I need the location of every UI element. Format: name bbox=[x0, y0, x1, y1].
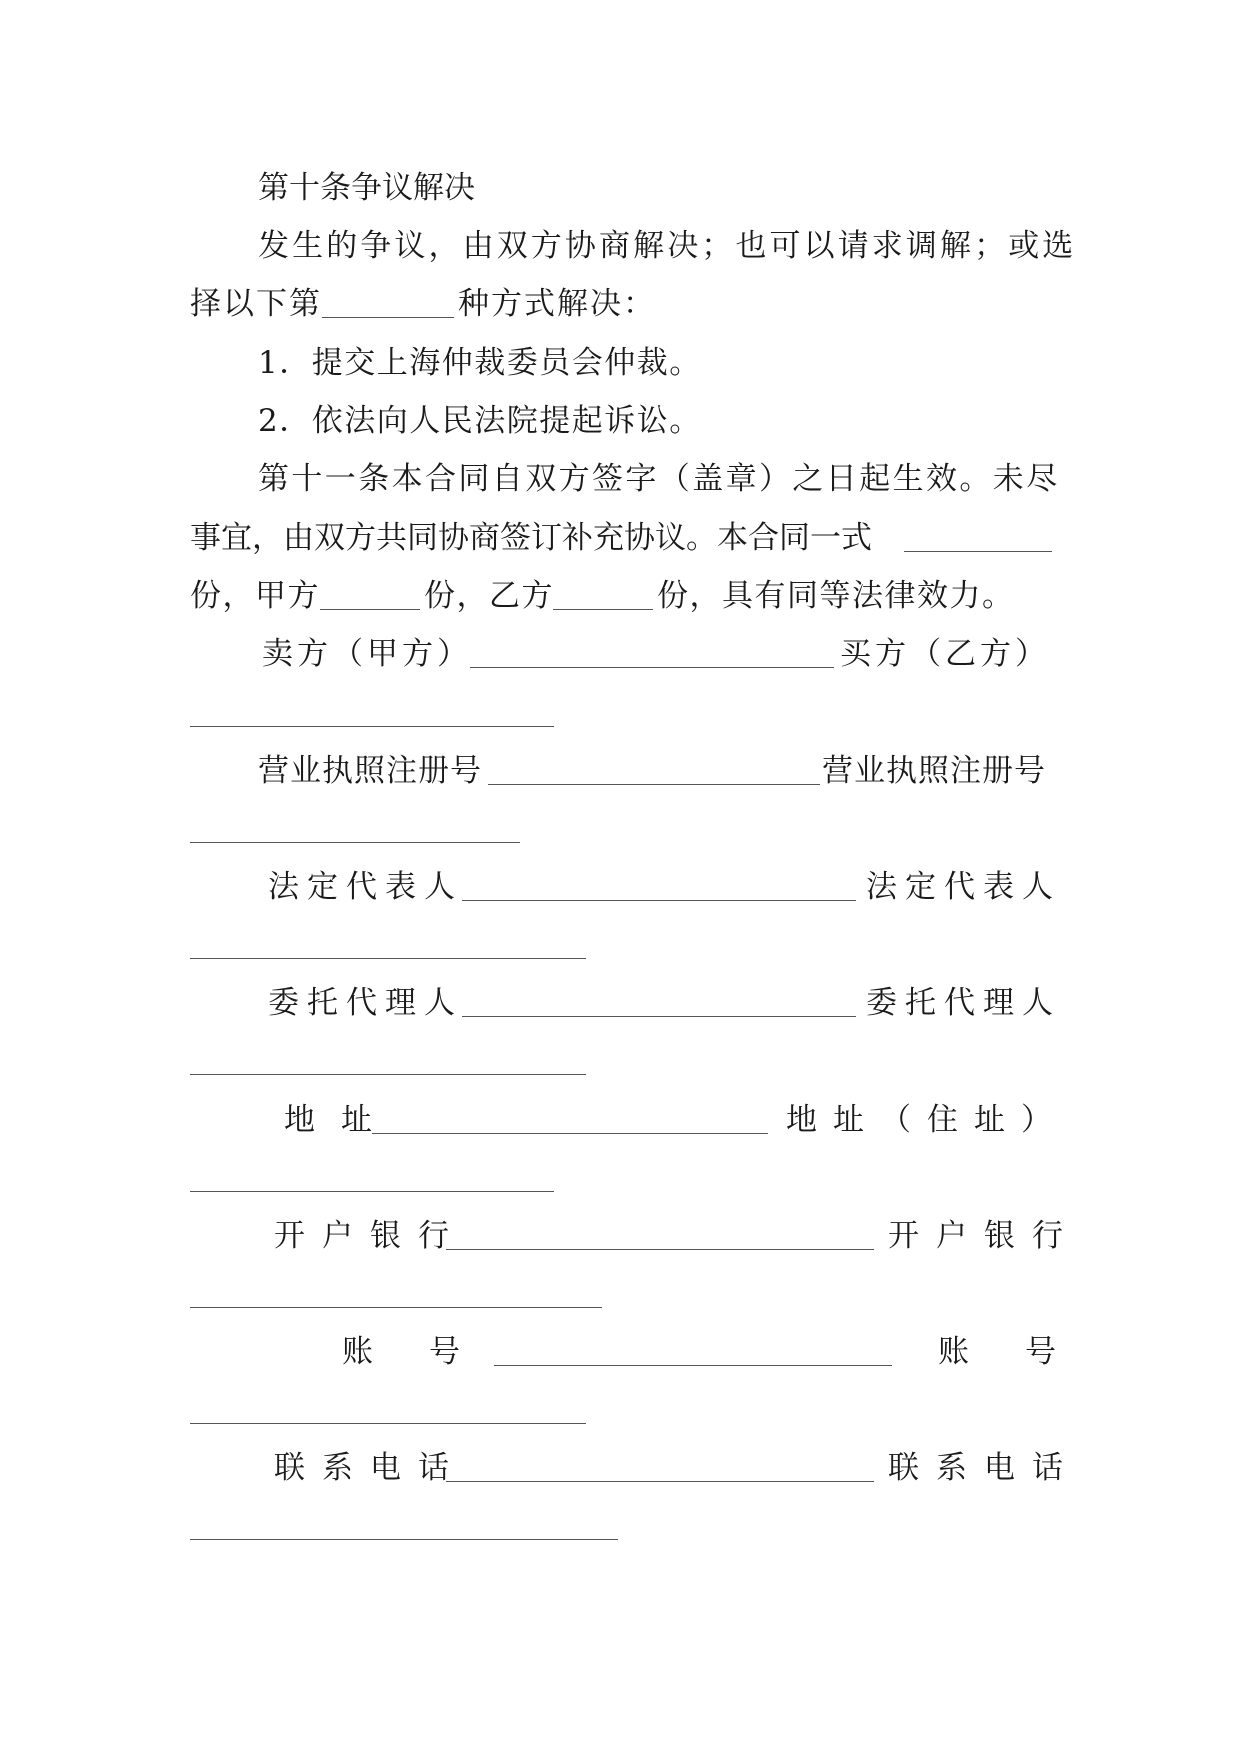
article-11-line-1: 第十一条本合同自双方签字（盖章）之日起生效。未尽 bbox=[258, 461, 1060, 497]
seller-legal-rep-blank[interactable] bbox=[462, 900, 856, 901]
seller-license-blank[interactable] bbox=[488, 784, 820, 785]
buyer-phone-blank[interactable] bbox=[190, 1539, 618, 1540]
method-number-blank[interactable] bbox=[322, 317, 454, 318]
buyer-account-blank[interactable] bbox=[190, 1423, 586, 1424]
seller-account-label: 账号 bbox=[342, 1334, 516, 1370]
article-11-line-3c: 份，具有同等法律效力。 bbox=[657, 578, 1015, 614]
seller-agent-label: 委托代理人 bbox=[268, 985, 463, 1021]
buyer-legal-rep-label: 法定代表人 bbox=[866, 869, 1061, 905]
article-10-line-1: 发生的争议，由双方协商解决；也可以请求调解；或选 bbox=[258, 228, 1077, 264]
seller-bank-blank[interactable] bbox=[446, 1249, 874, 1250]
buyer-license-blank[interactable] bbox=[190, 842, 520, 843]
buyer-account-label: 账号 bbox=[938, 1334, 1112, 1370]
article-11-line-3b: 份，乙方 bbox=[424, 578, 554, 614]
copies-total-blank[interactable] bbox=[904, 551, 1052, 552]
seller-bank-label: 开户银行 bbox=[274, 1218, 466, 1254]
article-11-line-2: 事宜，由双方共同协商签订补充协议。本合同一式 bbox=[190, 520, 872, 556]
buyer-phone-label: 联系电话 bbox=[888, 1450, 1080, 1486]
article-10-line-2b: 种方式解决： bbox=[458, 286, 656, 322]
buyer-address-label: 地址（住址） bbox=[786, 1102, 1068, 1138]
seller-address-label: 地址 bbox=[284, 1102, 398, 1138]
seller-label: 卖方（甲方） bbox=[262, 636, 472, 672]
seller-phone-label: 联系电话 bbox=[274, 1450, 466, 1486]
article-11-line-3a: 份，甲方 bbox=[190, 578, 320, 614]
article-10-title: 第十条争议解决 bbox=[258, 170, 475, 206]
buyer-bank-blank[interactable] bbox=[190, 1307, 602, 1308]
buyer-blank[interactable] bbox=[190, 726, 554, 727]
seller-legal-rep-label: 法定代表人 bbox=[268, 869, 463, 905]
seller-blank[interactable] bbox=[470, 667, 834, 668]
buyer-address-blank[interactable] bbox=[190, 1191, 554, 1192]
option-1: 1．提交上海仲裁委员会仲裁。 bbox=[258, 345, 702, 381]
buyer-agent-label: 委托代理人 bbox=[866, 985, 1061, 1021]
buyer-legal-rep-blank[interactable] bbox=[190, 958, 586, 959]
buyer-agent-blank[interactable] bbox=[190, 1074, 586, 1075]
seller-license-label: 营业执照注册号 bbox=[258, 753, 482, 789]
seller-phone-blank[interactable] bbox=[446, 1481, 874, 1482]
option-2: 2．依法向人民法院提起诉讼。 bbox=[258, 403, 702, 439]
buyer-label: 买方（乙方） bbox=[840, 636, 1050, 672]
party-b-copies-blank[interactable] bbox=[553, 609, 653, 610]
seller-address-blank[interactable] bbox=[372, 1133, 768, 1134]
article-10-line-2a: 择以下第 bbox=[190, 286, 322, 322]
party-a-copies-blank[interactable] bbox=[320, 609, 420, 610]
buyer-license-label: 营业执照注册号 bbox=[822, 753, 1046, 789]
seller-agent-blank[interactable] bbox=[462, 1016, 856, 1017]
buyer-bank-label: 开户银行 bbox=[888, 1218, 1080, 1254]
seller-account-blank[interactable] bbox=[494, 1365, 892, 1366]
